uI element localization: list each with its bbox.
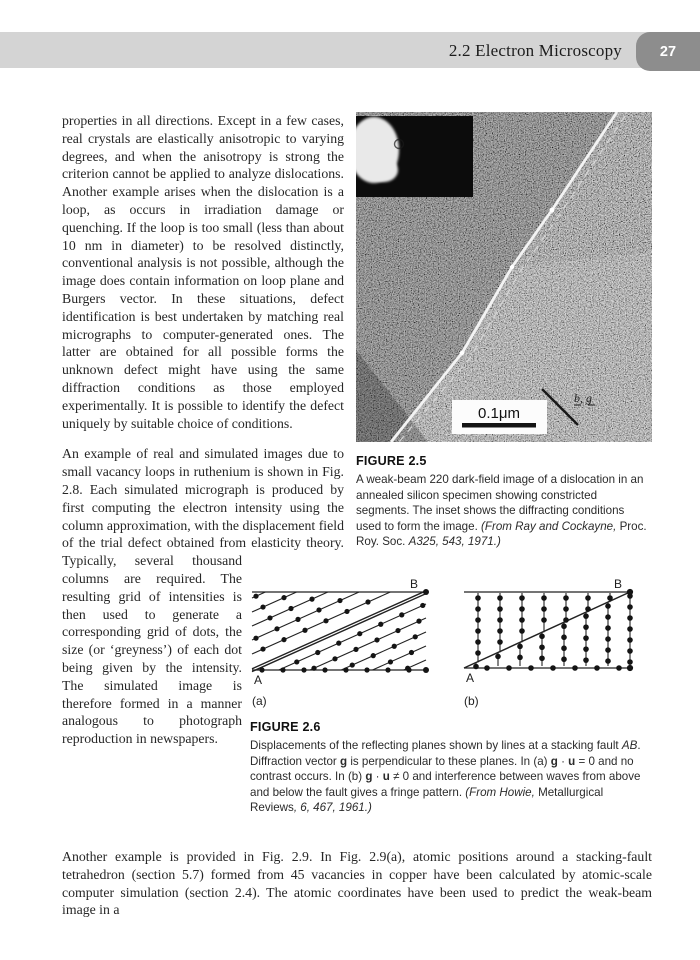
lattice-diagram-b: [462, 578, 652, 690]
label-A-b: A: [466, 670, 475, 685]
figure-2-5-heading: FIGURE 2.5: [356, 454, 427, 468]
figure-2-6-heading: FIGURE 2.6: [250, 719, 321, 734]
label-A-a: A: [254, 672, 263, 687]
panel-a: [250, 578, 440, 708]
lattice-diagram-a: [250, 578, 440, 690]
label-B-b: B: [614, 577, 623, 591]
panel-a-label: (a): [252, 693, 267, 708]
vector-label: b, g: [574, 391, 592, 405]
figure-2-6-caption-text: Displacements of the reflecting planes shown by lines at a stacking fault AB. Diffraction vector g is perpendicular to these planes. In (a) g · u = 0 and no contrast occurs. In (b) g · u ≠ 0 and interference between waves from above and below the fault gives a fringe pattern. (From Howie, Metallurgical Reviews, 6, 467, 1961.): [250, 738, 641, 815]
paragraph-3: Another example is provided in Fig. 2.9. In Fig. 2.9(a), atomic positions around a stacking-fault tetrahedron (section 5.7) formed from 45 vacancies in copper have been calculated by atomic-scale computer simulation (section 2.4). The atomic coordinates have been used to predict the weak-beam image in a: [62, 848, 652, 918]
page-number-tab: [636, 32, 700, 71]
paragraph-2: An example of real and simulated images due to small vacancy loops in ruthenium is shown in Fig. 2.8. Each simulated micrograph is produced by first computing the electron intensity using the column approximation, with the displacement field of the trial defect obtained from elasticity theory. Typically, several thousand columns are required. The resulting grid of intensities is then used to generate a corresponding grid of dots, the size (or ‘greyness’) of each dot being given by the intensity. The simulated image is therefore formed in a manner analogous to photograph reproduction in newspapers.: [62, 446, 345, 747]
scale-bar: [452, 400, 547, 434]
figure-2-5: [356, 112, 652, 550]
scale-bar-label: 0.1μm: [478, 405, 520, 422]
panel-b-label: (b): [464, 693, 479, 708]
micrograph-image: [356, 112, 652, 442]
paragraph-1: properties in all directions. Except in a few cases, real crystals are elastically anisotropic to varying degrees, and when the anisotropy is strong the criterion cannot be applied to analyze dislocations. Another example arises when the dislocation is a loop, as occurs in irradiation damage or quenching. If the loop is too small (less than about 10 nm in diameter) to be resolved distinctly, conventional analysis is not possible, although the image does contain information on loop plane and Burgers vector. In these situations, defect identification is best undertaken by matching real micrographs to computer-generated ones. The latter are obtained for all possible forms the unknown defect might have using the same diffraction conditions as those employed experimentally. It is possible to identify the defect uniquely by suitable choice of conditions.: [62, 113, 344, 431]
figure-2-6: [250, 578, 652, 816]
diffraction-inset: [356, 116, 473, 197]
running-head-title: 2.2 Electron Microscopy: [448, 41, 622, 60]
page-number: 27: [659, 43, 677, 60]
figure-2-5-caption-text: A weak-beam 220 dark-field image of a dislocation in an annealed silicon specimen showing constricted segments. The inset shows the diffracting conditions used to form the image. (From Ray and Cockayne, Proc. Roy. Soc. A325, 543, 1971.): [356, 473, 647, 549]
label-B-a: B: [410, 577, 419, 591]
panel-b: [462, 578, 652, 708]
figure-2-6-panels: [250, 578, 652, 708]
figure-2-5-caption: [356, 454, 652, 550]
figure-2-6-caption: [250, 720, 652, 816]
header-band: [0, 32, 700, 68]
